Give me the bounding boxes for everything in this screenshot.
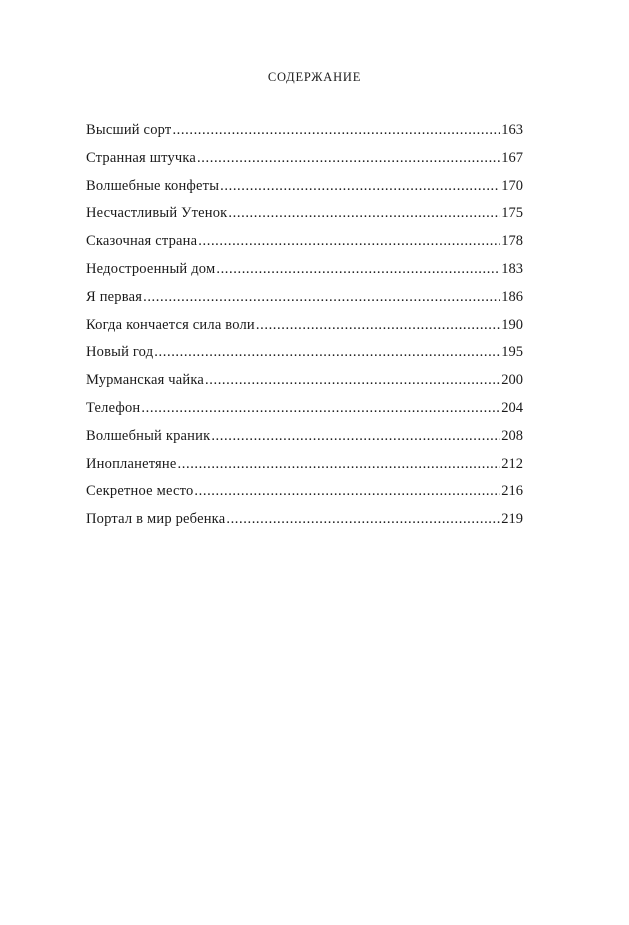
dot-leader	[197, 148, 500, 168]
toc-entry	[86, 342, 523, 370]
toc-entry-page-number: 208	[501, 427, 523, 444]
toc-entry	[86, 426, 523, 454]
toc-entry	[86, 231, 523, 259]
toc-entry	[86, 287, 523, 315]
toc-entry-title: Несчастливый Утенок	[86, 205, 228, 222]
toc-entry-title: Недостроенный дом	[86, 260, 216, 277]
dot-leader	[226, 509, 500, 529]
toc-entry-title: Странная штучка	[86, 149, 197, 166]
dot-leader	[154, 342, 500, 362]
toc-entry	[86, 315, 523, 343]
toc-entry-page-number: 200	[501, 372, 523, 389]
toc-entry-page-number: 167	[501, 149, 523, 166]
dot-leader	[143, 287, 500, 307]
toc-entry-title: Портал в мир ребенка	[86, 511, 226, 528]
toc-entry	[86, 120, 523, 148]
toc-entry-page-number: 170	[501, 177, 523, 194]
toc-entry-page-number: 163	[501, 122, 523, 138]
dot-leader	[216, 259, 500, 279]
toc-entry	[86, 370, 523, 398]
toc-entry-title: Когда кончается сила воли	[86, 316, 255, 333]
dot-leader	[194, 481, 500, 501]
dot-leader	[220, 176, 500, 196]
toc-entry-title: Мурманская чайка	[86, 372, 205, 389]
toc-entry-page-number: 190	[501, 316, 523, 333]
dot-leader	[141, 398, 500, 418]
dot-leader	[256, 315, 500, 335]
toc-entry	[86, 259, 523, 287]
toc-entry	[86, 176, 523, 204]
toc-entry-title: Телефон	[86, 399, 141, 416]
toc-entry-title: Сказочная страна	[86, 233, 198, 250]
toc-entry-page-number: 183	[501, 260, 523, 277]
table-of-contents	[86, 120, 523, 537]
page-title: СОДЕРЖАНИЕ	[267, 70, 362, 84]
toc-entry-page-number: 178	[501, 233, 523, 250]
toc-entry	[86, 481, 523, 509]
dot-leader	[172, 120, 500, 140]
toc-entry-title: Я первая	[86, 288, 143, 305]
dot-leader	[211, 426, 500, 446]
toc-entry-title: Новый год	[86, 344, 154, 361]
toc-entry-page-number: 195	[501, 344, 523, 361]
toc-entry-title: Секретное место	[86, 483, 194, 500]
toc-entry-title: Инопланетяне	[86, 455, 177, 472]
toc-entry	[86, 454, 523, 482]
toc-entry-page-number: 212	[501, 455, 523, 472]
toc-entry-page-number: 175	[501, 205, 523, 222]
toc-entry-page-number: 219	[501, 511, 523, 528]
toc-entry-title: Волшебные конфеты	[86, 177, 220, 194]
toc-entry	[86, 203, 523, 231]
toc-entry	[86, 509, 523, 537]
dot-leader	[198, 231, 500, 251]
toc-entry-page-number: 204	[501, 399, 523, 416]
dot-leader	[205, 370, 500, 390]
toc-entry	[86, 398, 523, 426]
toc-entry-title: Волшебный краник	[86, 427, 211, 444]
dot-leader	[228, 203, 500, 223]
toc-entry	[86, 148, 523, 176]
dot-leader	[178, 454, 501, 474]
toc-entry-page-number: 216	[501, 483, 523, 500]
toc-entry-title: Высший сорт	[86, 122, 172, 138]
toc-entry-page-number: 186	[501, 288, 523, 305]
